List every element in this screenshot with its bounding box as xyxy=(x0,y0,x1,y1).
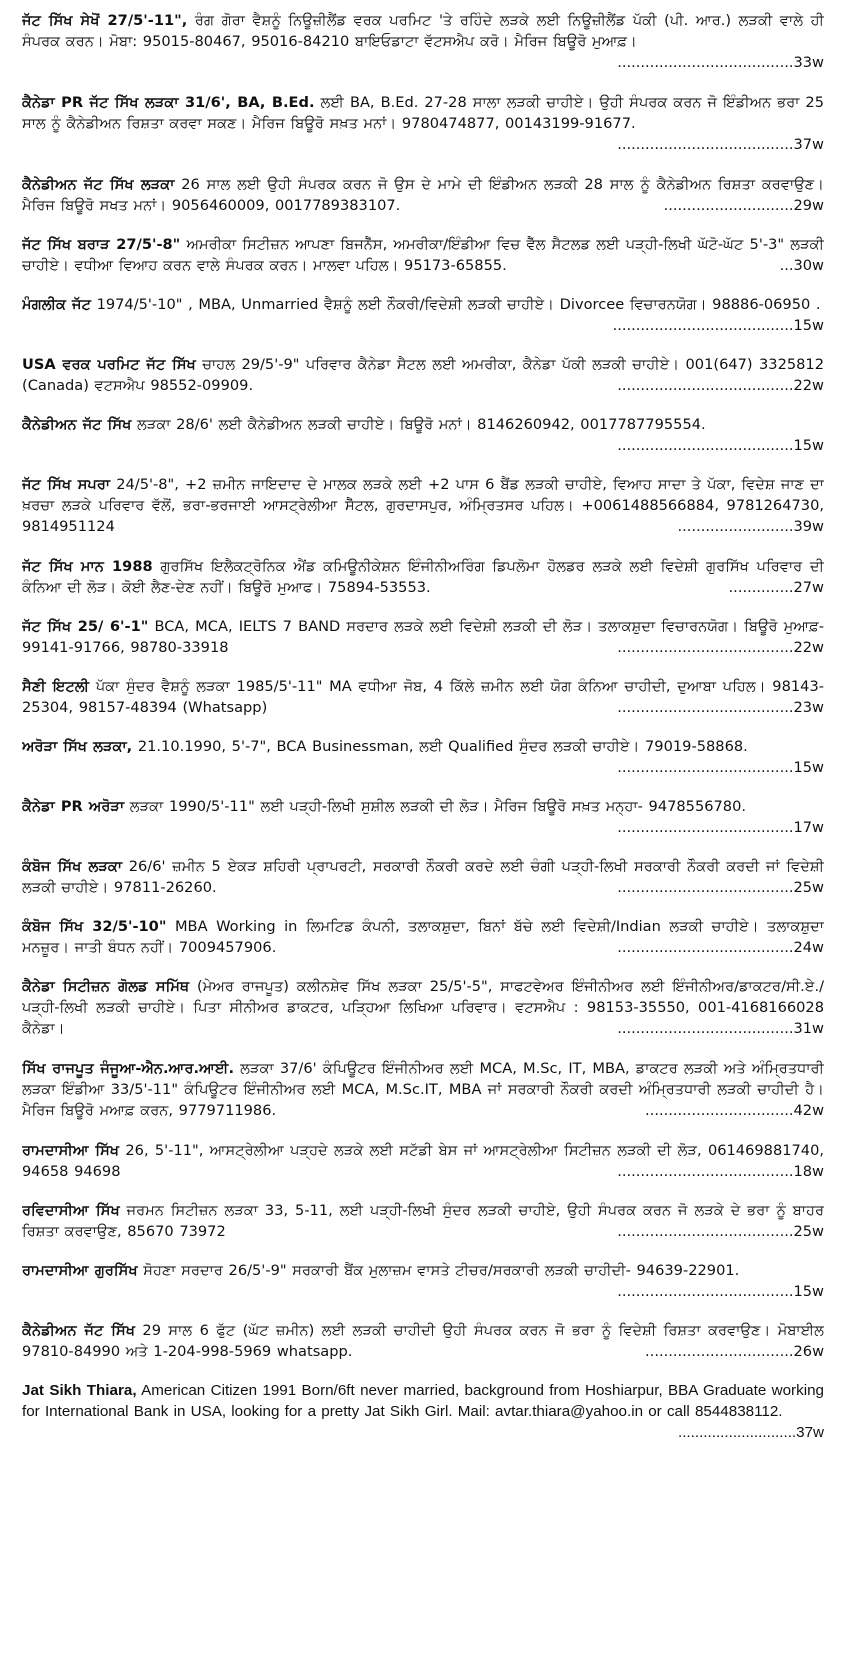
classified-ad xyxy=(22,1380,824,1466)
classified-ad xyxy=(22,1260,824,1310)
ad-code: ...30w xyxy=(779,257,824,275)
ad-code: ......................................18w xyxy=(617,1163,824,1181)
ad-body: American Citizen 1991 Born/6ft never married, background from Hoshiarpur, BBA Graduate working for International Bank in USA, looking for a pretty Jat Sikh Girl. Mail: avtar.thiara@yahoo.in or call 8544838112. xyxy=(22,1382,824,1420)
ad-heading: ਸੈਣੀ ਇਟਲੀ xyxy=(22,678,90,695)
ad-body: ਰੰਗ ਗੋਰਾ ਵੈਸ਼ਨੂੰ ਨਿਊਜ਼ੀਲੈਂਡ ਵਰਕ ਪਰਮਿਟ 'ਤੇ ਰਹਿੰਦੇ ਲੜਕੇ ਲਈ ਨਿਊਜ਼ੀਲੈਂਡ ਪੱਕੀ (ਪੀ. ਆਰ.) ਲੜਕੀ ਵਾਲੇ ਹੀ ਸੰਪਰਕ ਕਰਨ। ਮੋਬਾ: 95015-80467, 95016-84210 ਬਾਇਓਡਾਟਾ ਵੱਟਸਐਪ ਕਰੋ। ਮੈਰਿਜ ਬਿਊਰੋ ਮੁਆਫ਼। xyxy=(22,12,824,51)
ad-body: 1974/5'-10" , MBA, Unmarried ਵੈਸ਼ਨੂੰ ਲਈ ਨੌਕਰੀ/ਵਿਦੇਸ਼ੀ ਲੜਕੀ ਚਾਹੀਏ। Divorcee ਵਿਚਾਰਨਯੋਗ। 98886-06950 . xyxy=(96,296,821,313)
classified-ad xyxy=(22,1140,824,1190)
ad-heading: ਕੰਬੋਜ ਸਿੱਖ ਲੜਕਾ xyxy=(22,858,123,875)
classified-ad xyxy=(22,976,824,1048)
classified-ad xyxy=(22,856,824,906)
ad-body: 29 ਸਾਲ 6 ਫੁੱਟ (ਘੱਟ ਜ਼ਮੀਨ) ਲਈ ਲੜਕੀ ਚਾਹੀਦੀ ਉਹੀ ਸੰਪਰਕ ਕਰਨ ਜੋ ਭਰਾ ਨੂੰ ਵਿਦੇਸ਼ੀ ਰਿਸ਼ਤਾ ਕਰਵਾਉਣ। ਮੋਬਾਈਲ 97810-84990 ਅਤੇ 1-204-998-5969 whatsapp. xyxy=(22,1322,824,1361)
ad-code: ......................................15w xyxy=(617,437,824,455)
ad-body: ਅਮਰੀਕਾ ਸਿਟੀਜ਼ਨ ਆਪਣਾ ਬਿਜਨੈੱਸ, ਅਮਰੀਕਾ/ਇੰਡੀਆ ਵਿਚ ਵੈੱਲ ਸੈਟਲਡ ਲਈ ਪੜ੍ਹੀ-ਲਿਖੀ ਘੱਟੋ-ਘੱਟ 5'-3" ਲੜਕੀ ਚਾਹੀਏ। ਵਧੀਆ ਵਿਆਹ ਕਰਨ ਵਾਲੇ ਸੰਪਰਕ ਕਰਨ। ਮਾਲਵਾ ਪਹਿਲ। 95173-65855. xyxy=(22,236,824,275)
ad-heading: ਕੈਨੇਡਾ ਸਿਟੀਜ਼ਨ ਗੋਲਡ ਸਮਿੱਥ xyxy=(22,978,190,995)
ad-heading: USA ਵਰਕ ਪਰਮਿਟ ਜੱਟ ਸਿੱਖ xyxy=(22,356,196,373)
ad-heading: ਕੈਨੇਡੀਅਨ ਜੱਟ ਸਿੱਖ xyxy=(22,1322,135,1339)
ad-body: MBA Working in ਲਿਮਟਿਡ ਕੰਪਨੀ, ਤਲਾਕਸ਼ੁਦਾ, ਬਿਨਾਂ ਬੱਚੇ ਲਈ ਵਿਦੇਸ਼ੀ/Indian ਲੜਕੀ ਚਾਹੀਏ। ਤਲਾਕਸ਼ੁਦਾ ਮਨਜ਼ੂਰ। ਜਾਤੀ ਬੰਧਨ ਨਹੀਂ। 7009457906. xyxy=(22,918,824,957)
ad-body: ਪੱਕਾ ਸੁੰਦਰ ਵੈਸ਼ਨੂੰ ਲੜਕਾ 1985/5'-11" MA ਵਧੀਆ ਜੋਬ, 4 ਕਿੱਲੇ ਜ਼ਮੀਨ ਲਈ ਯੋਗ ਕੰਨਿਆ ਚਾਹੀਦੀ, ਦੁਆਬਾ ਪਹਿਲ। 98143-25304, 98157-48394 (Whatsapp) xyxy=(22,678,824,717)
ad-code: .......................................15w xyxy=(612,317,824,335)
ad-heading: ਜੱਟ ਸਿੱਖ ਮਾਨ 1988 xyxy=(22,558,153,575)
classified-ad xyxy=(22,174,824,224)
ad-heading: ਕੰਬੋਜ ਸਿੱਖ 32/5'-10" xyxy=(22,918,167,935)
ad-body: 24/5'-8", +2 ਜ਼ਮੀਨ ਜਾਇਦਾਦ ਦੇ ਮਾਲਕ ਲੜਕੇ ਲਈ +2 ਪਾਸ 6 ਬੈਂਡ ਲੜਕੀ ਚਾਹੀਏ, ਵਿਆਹ ਸਾਦਾ ਤੇ ਪੱਕਾ, ਵਿਦੇਸ਼ ਜਾਣ ਦਾ ਖ਼ਰਚਾ ਲੜਕੇ ਪਰਿਵਾਰ ਵੱਲੋਂ, ਭਰਾ-ਭਰਜਾਈ ਆਸਟ੍ਰੇਲੀਆ ਸੈੱਟਲ, ਗੁਰਦਾਸਪੁਰ, ਅੰਮ੍ਰਿਤਸਰ ਪਹਿਲ। +0061488566884, 9781264730, 9814951124 xyxy=(22,476,824,536)
ad-heading: ਜੱਟ ਸਿੱਖ ਬਰਾੜ 27/5'-8" xyxy=(22,236,181,253)
ad-code: ......................................15w xyxy=(617,1283,824,1301)
ad-heading: ਜੱਟ ਸਿੱਖ ਸਪਰਾ xyxy=(22,476,111,493)
ad-body: ਲੜਕਾ 37/6' ਕੰਪਿਊਟਰ ਇੰਜੀਨੀਅਰ ਲਈ MCA, M.Sc, IT, MBA, ਡਾਕਟਰ ਲੜਕੀ ਅਤੇ ਅੰਮ੍ਰਿਤਧਾਰੀ ਲੜਕਾ ਇੰਡੀਆ 33/5'-11" ਕੰਪਿਊਟਰ ਇੰਜੀਨੀਅਰ ਲਈ MCA, M.Sc.IT, MBA ਜਾਂ ਸਰਕਾਰੀ ਨੌਕਰੀ ਕਰਦੀ ਅੰਮ੍ਰਿਤਧਾਰੀ ਲੜਕੀ ਚਾਹੀਦੀ ਹੈ। ਮੈਰਿਜ ਬਿਊਰੋ ਮਆਫ਼ ਕਰਨ, 9779711986. xyxy=(22,1060,824,1120)
ad-heading: ਸਿੱਖ ਰਾਜਪੂਤ ਜੰਜੂਆ-ਐਨ.ਆਰ.ਆਈ. xyxy=(22,1060,234,1077)
ad-code: ......................................15w xyxy=(617,759,824,777)
ad-code: ................................26w xyxy=(645,1343,824,1361)
classified-ad xyxy=(22,796,824,846)
ad-code: ......................................22w xyxy=(617,639,824,657)
ad-heading: ਰਾਮਦਾਸੀਆ ਸਿੱਖ xyxy=(22,1142,120,1159)
ad-body: ਸੋਹਣਾ ਸਰਦਾਰ 26/5'-9" ਸਰਕਾਰੀ ਬੈਂਕ ਮੁਲਾਜ਼ਮ ਵਾਸਤੇ ਟੀਚਰ/ਸਰਕਾਰੀ ਲੜਕੀ ਚਾਹੀਦੀ- 94639-22901. xyxy=(143,1262,740,1279)
ad-body: ਲੜਕਾ 28/6' ਲਈ ਕੈਨੇਡੀਅਨ ਲੜਕੀ ਚਾਹੀਏ। ਬਿਊਰੋ ਮਨਾਂ। 8146260942, 0017787795554. xyxy=(136,416,706,433)
classified-ad xyxy=(22,736,824,786)
ad-heading: ਮੰਗਲੀਕ ਜੱਟ xyxy=(22,296,91,313)
ad-body: 26/6' ਜ਼ਮੀਨ 5 ਏਕੜ ਸ਼ਹਿਰੀ ਪ੍ਰਾਪਰਟੀ, ਸਰਕਾਰੀ ਨੌਕਰੀ ਕਰਦੇ ਲਈ ਚੰਗੀ ਪੜ੍ਹੀ-ਲਿਖੀ ਸਰਕਾਰੀ ਨੌਕਰੀ ਕਰਦੀ ਜਾਂ ਵਿਦੇਸ਼ੀ ਲੜਕੀ ਚਾਹੀਏ। 97811-26260. xyxy=(22,858,824,897)
ad-heading: ਕੈਨੇਡੀਅਨ ਜੱਟ ਸਿੱਖ xyxy=(22,416,132,433)
classified-ad xyxy=(22,556,824,606)
ad-heading: ਜੱਟ ਸਿੱਖ 25/ 6'-1" xyxy=(22,618,149,635)
ad-code: ......................................33w xyxy=(617,54,824,72)
ad-body: BCA, MCA, IELTS 7 BAND ਸਰਦਾਰ ਲੜਕੇ ਲਈ ਵਿਦੇਸ਼ੀ ਲੜਕੀ ਦੀ ਲੋੜ। ਤਲਾਕਸ਼ੁਦਾ ਵਿਚਾਰਨਯੋਗ। ਬਿਊਰੋ ਮੁਆਫ਼- 99141-91766, 98780-33918 xyxy=(22,618,824,657)
ad-code: ................................42w xyxy=(645,1102,824,1120)
classified-ad xyxy=(22,676,824,726)
ad-code: ..............27w xyxy=(728,579,824,597)
ad-code: .........................39w xyxy=(677,518,824,536)
ad-code: ......................................17w xyxy=(617,819,824,837)
ad-code: ......................................24w xyxy=(617,939,824,957)
ad-code: ......................................25w xyxy=(617,1223,824,1241)
classified-ad xyxy=(22,234,824,284)
classified-ad xyxy=(22,1200,824,1250)
ad-code: ......................................37w xyxy=(617,136,824,154)
classified-ad xyxy=(22,616,824,666)
ad-body: 26, 5'-11", ਆਸਟ੍ਰੇਲੀਆ ਪੜ੍ਹਦੇ ਲੜਕੇ ਲਈ ਸਟੱਡੀ ਬੇਸ ਜਾਂ ਆਸਟ੍ਰੇਲੀਆ ਸਿਟੀਜ਼ਨ ਲੜਕੀ ਦੀ ਲੋੜ, 061469881740, 94658 94698 xyxy=(22,1142,824,1181)
ad-heading: ਕੈਨੇਡਾ PR ਜੱਟ ਸਿੱਖ ਲੜਕਾ 31/6', BA, B.Ed. xyxy=(22,94,315,111)
classified-ad xyxy=(22,10,824,82)
ad-code: ......................................23w xyxy=(617,699,824,717)
ad-body: ਲੜਕਾ 1990/5'-11" ਲਈ ਪੜ੍ਹੀ-ਲਿਖੀ ਸੁਸ਼ੀਲ ਲੜਕੀ ਦੀ ਲੋੜ। ਮੈਰਿਜ ਬਿਊਰੋ ਸਖ਼ਤ ਮਨ੍ਹਾ- 9478556780. xyxy=(129,798,747,815)
classified-ad xyxy=(22,294,824,344)
classified-ad xyxy=(22,1320,824,1370)
classified-ad xyxy=(22,1058,824,1130)
ad-code: ......................................25w xyxy=(617,879,824,897)
ad-heading: ਰਾਮਦਾਸੀਆ ਗੁਰਸਿੱਖ xyxy=(22,1262,138,1279)
ad-body: ਲਈ BA, B.Ed. 27-28 ਸਾਲਾ ਲੜਕੀ ਚਾਹੀਏ। ਉਹੀ ਸੰਪਰਕ ਕਰਨ ਜੋ ਇੰਡੀਅਨ ਭਰਾ 25 ਸਾਲ ਨੂੰ ਕੈਨੇਡੀਅਨ ਰਿਸ਼ਤਾ ਕਰਵਾ ਸਕਣ। ਮੈਰਿਜ ਬਿਊਰੋ ਸਖ਼ਤ ਮਨਾਂ। 9780474877, 00143199-91677. xyxy=(22,94,824,133)
ad-body: ਚਾਹਲ 29/5'-9" ਪਰਿਵਾਰ ਕੈਨੇਡਾ ਸੈਟਲ ਲਈ ਅਮਰੀਕਾ, ਕੈਨੇਡਾ ਪੱਕੀ ਲੜਕੀ ਚਾਹੀਏ। 001(647) 3325812 (Canada) ਵਟਸਐਪ 98552-09909. xyxy=(22,356,824,395)
ad-heading: Jat Sikh Thiara, xyxy=(22,1382,137,1399)
ad-body: 21.10.1990, 5'-7", BCA Businessman, ਲਈ Qualified ਸੁੰਦਰ ਲੜਕੀ ਚਾਹੀਏ। 79019-58868. xyxy=(137,738,748,755)
ad-body: 26 ਸਾਲ ਲਈ ਉਹੀ ਸੰਪਰਕ ਕਰਨ ਜੋ ਉਸ ਦੇ ਮਾਮੇ ਦੀ ਇੰਡੀਅਨ ਲੜਕੀ 28 ਸਾਲ ਨੂੰ ਕੈਨੇਡੀਅਨ ਰਿਸ਼ਤਾ ਕਰਵਾਉਣ। ਮੈਰਿਜ ਬਿਊਰੋ ਸਖਤ ਮਨਾਂ। 9056460009, 0017789383107. xyxy=(22,176,824,215)
ad-code: ......................................22w xyxy=(617,377,824,395)
ad-code: ......................................31w xyxy=(617,1020,824,1038)
classified-ad xyxy=(22,474,824,546)
ad-heading: ਅਰੋੜਾ ਸਿੱਖ ਲੜਕਾ, xyxy=(22,738,133,755)
ad-heading: ਕੈਨੇਡਾ PR ਅਰੋੜਾ xyxy=(22,798,125,815)
ad-code: ............................37w xyxy=(677,1424,824,1441)
ad-heading: ਰਵਿਦਾਸੀਆ ਸਿੱਖ xyxy=(22,1202,120,1219)
classified-ad xyxy=(22,354,824,404)
ad-heading: ਜੱਟ ਸਿੱਖ ਸੇਖੋਂ 27/5'-11", xyxy=(22,12,188,29)
ad-body: (ਮੇਅਰ ਰਾਜਪੂਤ) ਕਲੀਨਸ਼ੇਵ ਸਿੱਖ ਲੜਕਾ 25/5'-5", ਸਾਫਟਵੇਅਰ ਇੰਜੀਨੀਅਰ ਲਈ ਇੰਜੀਨੀਅਰ/ਡਾਕਟਰ/ਸੀ.ਏ./ਪੜ੍ਹੀ-ਲਿਖੀ ਲੜਕੀ ਚਾਹੀਏ। ਪਿਤਾ ਸੀਨੀਅਰ ਡਾਕਟਰ, ਪੜ੍ਹਿਆ ਲਿਖਿਆ ਪਰਿਵਾਰ। ਵਟਸਐਪ : 98153-35550, 001-4168166028 ਕੈਨੇਡਾ। xyxy=(22,978,824,1038)
classified-ad xyxy=(22,92,824,164)
classified-ad xyxy=(22,916,824,966)
classified-ad xyxy=(22,414,824,464)
ad-code: ............................29w xyxy=(663,197,824,215)
ad-heading: ਕੈਨੇਡੀਅਨ ਜੱਟ ਸਿੱਖ ਲੜਕਾ xyxy=(22,176,175,193)
ad-body: ਜਰਮਨ ਸਿਟੀਜ਼ਨ ਲੜਕਾ 33, 5-11, ਲਈ ਪੜ੍ਹੀ-ਲਿਖੀ ਸੁੰਦਰ ਲੜਕੀ ਚਾਹੀਏ, ਉਹੀ ਸੰਪਰਕ ਕਰਨ ਜੋ ਲੜਕੇ ਦੇ ਭਰਾ ਨੂੰ ਬਾਹਰ ਰਿਸ਼ਤਾ ਕਰਵਾਉਣ, 85670 73972 xyxy=(22,1202,824,1241)
ad-body: ਗੁਰਸਿੱਖ ਇਲੈਕਟ੍ਰੋਨਿਕ ਐਂਡ ਕਮਿਊਨੀਕੇਸ਼ਨ ਇੰਜੀਨੀਅਰਿੰਗ ਡਿਪਲੋਮਾ ਹੋਲਡਰ ਲੜਕੇ ਲਈ ਵਿਦੇਸ਼ੀ ਗੁਰਸਿੱਖ ਪਰਿਵਾਰ ਦੀ ਕੰਨਿਆ ਦੀ ਲੋੜ। ਕੋਈ ਲੈਣ-ਦੇਣ ਨਹੀਂ। ਬਿਊਰੋ ਮੁਆਫ। 75894-53553. xyxy=(22,558,824,597)
